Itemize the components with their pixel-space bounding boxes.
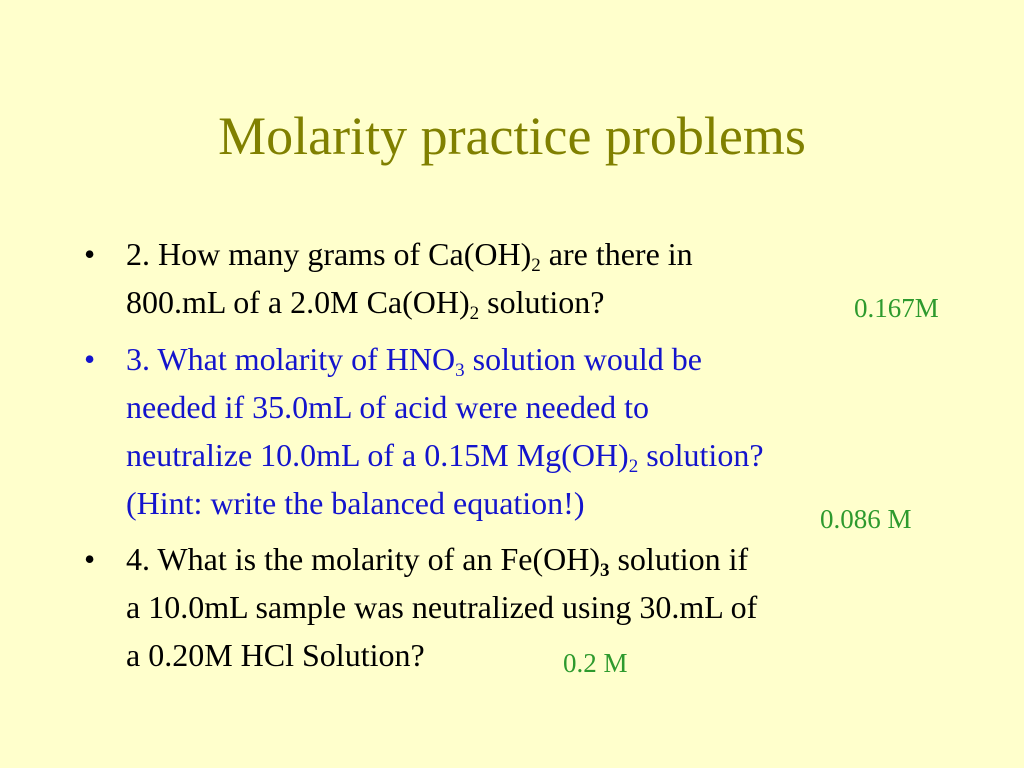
problem-3-line-1: 3. What molarity of $HNO_3$ solution would be xyxy=(126,341,702,381)
problem-3-line-4: (Hint: write the balanced equation!) xyxy=(126,485,585,521)
problem-2-line-1: 2. How many grams of $Ca(OH)_2$ are there in xyxy=(126,236,693,276)
problem-3-answer: 0.086 M xyxy=(820,504,912,534)
problem-2 xyxy=(84,230,693,326)
problem-4-line-2: a 10.0mL sample was neutralized using 30.mL of xyxy=(126,589,758,625)
bullet: • xyxy=(84,541,96,577)
problem-3-line-2: needed if 35.0mL of acid were needed to xyxy=(126,389,650,425)
problem-4-answer: 0.2 M xyxy=(563,648,628,678)
bullet: • xyxy=(84,236,96,272)
problem-2-line-2: 800.mL of a 2.0M $Ca(OH)_2$ solution? xyxy=(126,284,605,324)
problem-2-answer: 0.167M xyxy=(854,293,939,323)
problem-4 xyxy=(84,535,758,679)
slide-title: Molarity practice problems xyxy=(218,106,806,166)
problem-4-line-3: a 0.20M HCl Solution? xyxy=(126,637,425,673)
bullet: • xyxy=(84,341,96,377)
problem-3-line-3: neutralize 10.0mL of a 0.15M $Mg(OH)_2$ solution? xyxy=(126,437,764,477)
problem-4-line-1: 4. What is the molarity of an $Fe(OH)_3$ solution if xyxy=(126,541,749,581)
problem-3 xyxy=(84,335,764,527)
